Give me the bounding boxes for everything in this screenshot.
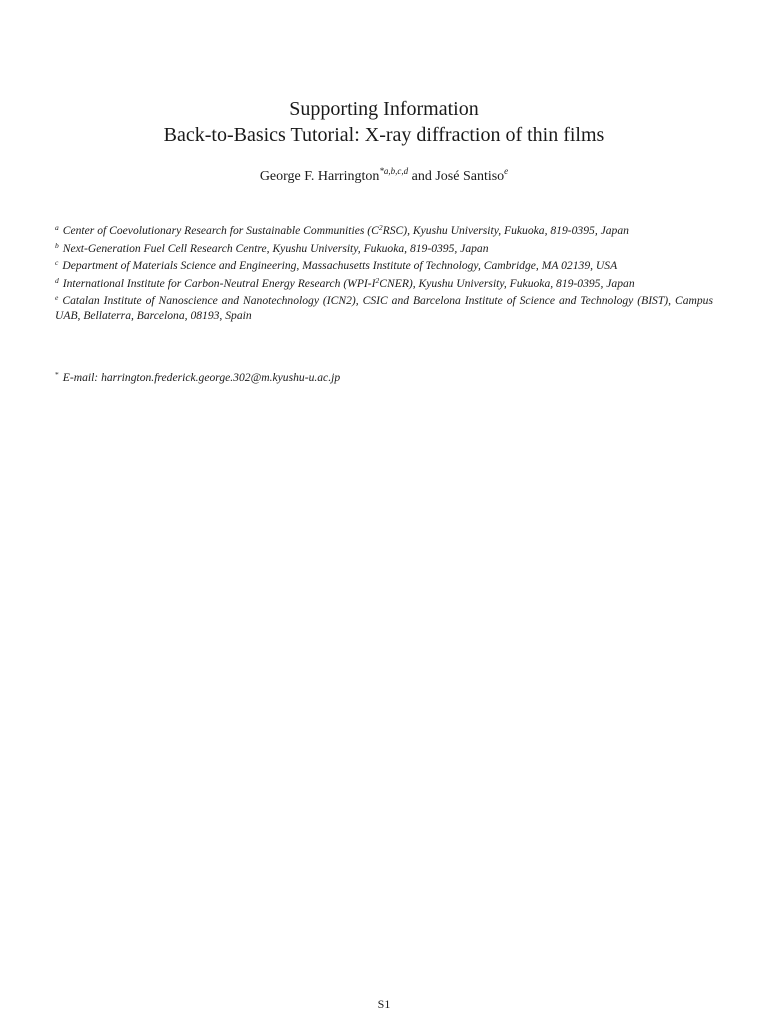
author-1-affiliation-marks: *a,b,c,d: [379, 166, 409, 176]
corresponding-email: [55, 368, 340, 386]
title-block: [0, 96, 768, 148]
author-2-name: José Santiso: [435, 169, 505, 184]
affiliation-mark: c: [55, 258, 59, 267]
paper-title: Back-to-Basics Tutorial: X-ray diffraction of thin films: [163, 124, 605, 146]
affiliation-text: Department of Materials Science and Engineering, Massachusetts Institute of Technology, Cambridge, MA 02139, USA: [62, 259, 618, 272]
title-supporting-information: Supporting Information: [289, 98, 479, 120]
affiliation-c: [55, 256, 713, 274]
author-2-affiliation-marks: e: [504, 166, 509, 176]
affiliation-mark: e: [55, 293, 59, 302]
affiliation-text: Catalan Institute of Nanoscience and Nanotechnology (ICN2), CSIC and Barcelona Institute of Science and Technology (BIST), Campus UAB, Bellaterra, Barcelona, 08193, Spain: [55, 294, 713, 322]
affiliation-text-continued: CNER), Kyushu University, Fukuoka, 819-0395, Japan: [379, 276, 635, 290]
affiliation-d: [55, 274, 713, 292]
author-conjunction: and: [408, 169, 436, 184]
affiliation-text: International Institute for Carbon-Neutral Energy Research (WPI-I: [62, 276, 376, 290]
affiliation-mark: b: [55, 240, 59, 250]
author-line: [0, 162, 768, 186]
affiliation-inner-superscript: 2: [375, 275, 380, 285]
affiliation-b: [55, 239, 713, 257]
affiliation-mark: a: [55, 223, 59, 232]
affiliation-text: Center of Coevolutionary Research for Sustainable Communities (C: [62, 224, 379, 237]
affiliation-text: Next-Generation Fuel Cell Research Centre, Kyushu University, Fukuoka, 819-0395, Japan: [62, 241, 489, 255]
corresponding-mark: *: [55, 370, 59, 379]
page-number: S1: [377, 997, 391, 1011]
affiliation-a: [55, 221, 713, 239]
email-text: E-mail: harrington.frederick.george.302@m.kyushu-u.ac.jp: [62, 371, 341, 384]
affiliation-inner-superscript: 2: [378, 223, 383, 232]
affiliation-e: [55, 291, 713, 323]
affiliation-text-continued: RSC), Kyushu University, Fukuoka, 819-0395, Japan: [382, 224, 629, 237]
affiliations-list: [55, 221, 713, 323]
affiliation-mark: d: [55, 275, 59, 285]
author-1-name: George F. Harrington: [259, 169, 380, 184]
